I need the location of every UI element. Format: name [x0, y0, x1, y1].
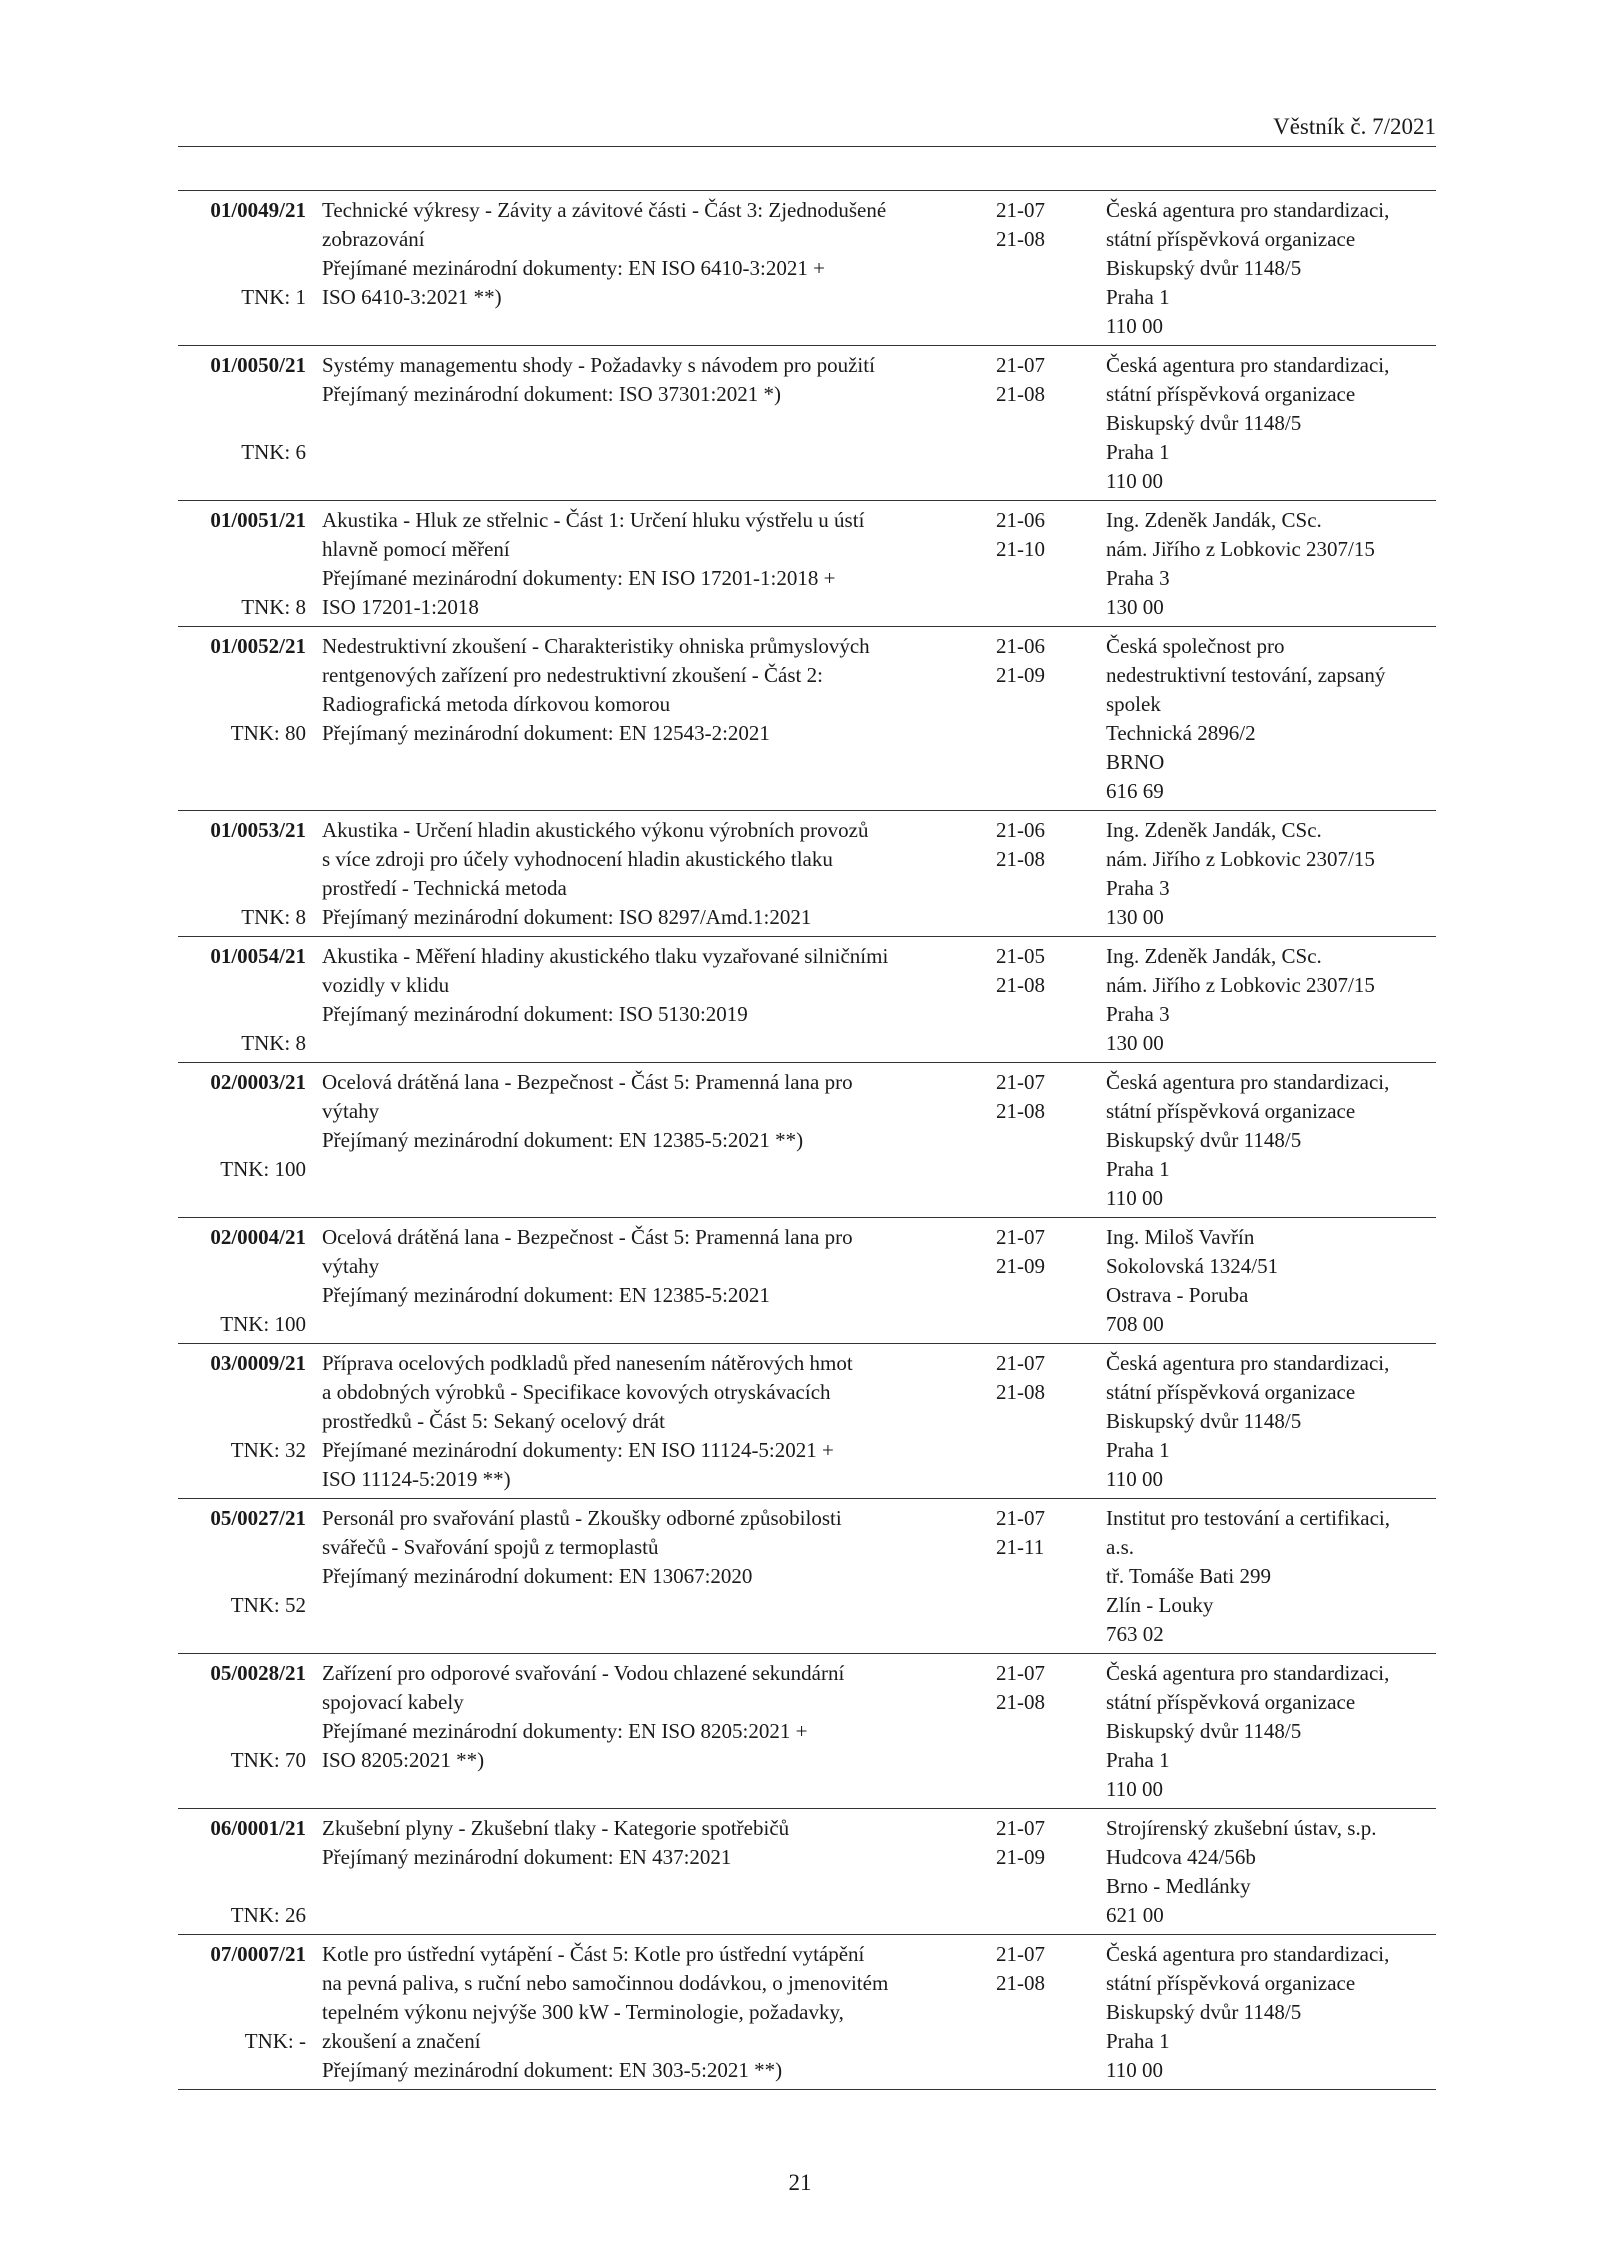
table-row	[178, 1809, 1436, 1935]
description-line: Akustika - Určení hladin akustického výkonu výrobních provozů	[322, 818, 869, 842]
dates	[996, 1659, 1066, 1717]
dates	[996, 1504, 1066, 1562]
record-number: 01/0052/21	[210, 634, 306, 658]
contact-address-line: Brno - Medlánky	[1106, 1874, 1251, 1898]
dates	[996, 1349, 1066, 1407]
tnk-label: TNK: 70	[230, 1748, 306, 1772]
record-id-cell	[178, 1659, 306, 1772]
dates-line: 21-09	[996, 1254, 1045, 1278]
description-line: s více zdroji pro účely vyhodnocení hladin akustického tlaku	[322, 847, 833, 871]
journal-title: Věstník č. 7/2021	[1273, 114, 1436, 139]
contact-address	[1106, 506, 1446, 622]
description-line: Zařízení pro odporové svařování - Vodou chlazené sekundární	[322, 1661, 845, 1685]
description-line: Akustika - Hluk ze střelnic - Část 1: Určení hluku výstřelu u ústí	[322, 508, 865, 532]
record-number: 06/0001/21	[210, 1816, 306, 1840]
dates-line: 21-09	[996, 1845, 1045, 1869]
contact-address-line: Praha 1	[1106, 285, 1170, 309]
contact-address-line: Ing. Zdeněk Jandák, CSc.	[1106, 508, 1322, 532]
contact-address-line: Biskupský dvůr 1148/5	[1106, 2000, 1302, 2024]
contact-address-line: 130 00	[1106, 1031, 1164, 1055]
description-line: prostředků - Část 5: Sekaný ocelový drát	[322, 1409, 665, 1433]
description-line: na pevná paliva, s ruční nebo samočinnou dodávkou, o jmenovitém	[322, 1971, 889, 1995]
table-row	[178, 1499, 1436, 1654]
dates-line: 21-08	[996, 1690, 1045, 1714]
table-row	[178, 811, 1436, 937]
contact-address	[1106, 942, 1446, 1058]
contact-address-line: 130 00	[1106, 905, 1164, 929]
dates-line: 21-06	[996, 634, 1045, 658]
contact-address	[1106, 1659, 1446, 1804]
record-id-cell	[178, 1940, 306, 2053]
contact-address-line: Praha 3	[1106, 1002, 1170, 1026]
table-row	[178, 627, 1436, 811]
contact-address-line: a.s.	[1106, 1535, 1134, 1559]
tnk-label: TNK: 26	[230, 1903, 306, 1927]
description-line: vozidly v klidu	[322, 973, 450, 997]
record-number: 07/0007/21	[210, 1942, 306, 1966]
contact-address-line: státní příspěvková organizace	[1106, 1971, 1356, 1995]
dates-line: 21-08	[996, 227, 1045, 251]
record-id-cell	[178, 632, 306, 745]
contact-address-line: Česká agentura pro standardizaci,	[1106, 1942, 1390, 1966]
description-line: svářečů - Svařování spojů z termoplastů	[322, 1535, 659, 1559]
dates-line: 21-07	[996, 1225, 1045, 1249]
contact-address-line: nám. Jiřího z Lobkovic 2307/15	[1106, 537, 1375, 561]
record-number: 05/0028/21	[210, 1661, 306, 1685]
dates	[996, 632, 1066, 690]
record-id-cell	[178, 1814, 306, 1927]
contact-address-line: Praha 1	[1106, 1438, 1170, 1462]
contact-address-line: Institut pro testování a certifikaci,	[1106, 1506, 1390, 1530]
description-line: Zkušební plyny - Zkušební tlaky - Kategorie spotřebičů	[322, 1816, 790, 1840]
record-number: 03/0009/21	[210, 1351, 306, 1375]
description-line: Přejímaný mezinárodní dokument: EN 13067:2020	[322, 1564, 753, 1588]
record-number: 01/0050/21	[210, 353, 306, 377]
description-line: Přejímané mezinárodní dokumenty: EN ISO 11124-5:2021 +	[322, 1438, 834, 1462]
dates	[996, 1814, 1066, 1872]
description-line: výtahy	[322, 1254, 380, 1278]
contact-address-line: Ing. Miloš Vavřín	[1106, 1225, 1255, 1249]
dates-line: 21-07	[996, 1661, 1045, 1685]
dates-line: 21-07	[996, 1816, 1045, 1840]
contact-address-line: 110 00	[1106, 1186, 1163, 1210]
contact-address-line: tř. Tomáše Bati 299	[1106, 1564, 1271, 1588]
standards-table	[178, 190, 1436, 2090]
dates-line: 21-08	[996, 382, 1045, 406]
description-line: Přejímaný mezinárodní dokument: EN 303-5:2021 **)	[322, 2058, 783, 2082]
tnk-label: TNK: 100	[220, 1312, 306, 1336]
record-id-cell	[178, 506, 306, 619]
dates	[996, 942, 1066, 1000]
record-id-cell	[178, 1349, 306, 1462]
description-line: Přejímaný mezinárodní dokument: EN 437:2021	[322, 1845, 732, 1869]
contact-address-line: nedestruktivní testování, zapsaný	[1106, 663, 1386, 687]
tnk-label: TNK: 6	[241, 440, 306, 464]
record-id-cell	[178, 816, 306, 929]
table-row	[178, 1935, 1436, 2090]
dates-line: 21-08	[996, 1380, 1045, 1404]
contact-address-line: 621 00	[1106, 1903, 1164, 1927]
dates-line: 21-07	[996, 198, 1045, 222]
description-line: Ocelová drátěná lana - Bezpečnost - Část 5: Pramenná lana pro	[322, 1225, 853, 1249]
contact-address-line: spolek	[1106, 692, 1161, 716]
dates	[996, 1940, 1066, 1998]
contact-address	[1106, 1504, 1446, 1649]
contact-address-line: 708 00	[1106, 1312, 1164, 1336]
tnk-label: TNK: 80	[230, 721, 306, 745]
description-line: Přejímané mezinárodní dokumenty: EN ISO 17201-1:2018 +	[322, 566, 836, 590]
record-number: 01/0051/21	[210, 508, 306, 532]
description-line: Přejímané mezinárodní dokumenty: EN ISO 6410-3:2021 +	[322, 256, 825, 280]
contact-address	[1106, 632, 1446, 806]
tnk-label: TNK: 52	[230, 1593, 306, 1617]
contact-address-line: Česká agentura pro standardizaci,	[1106, 353, 1390, 377]
description-line: Přejímaný mezinárodní dokument: ISO 8297/Amd.1:2021	[322, 905, 812, 929]
dates-line: 21-05	[996, 944, 1045, 968]
contact-address-line: 130 00	[1106, 595, 1164, 619]
contact-address	[1106, 1940, 1446, 2085]
record-id-cell	[178, 1068, 306, 1181]
tnk-label: TNK: 8	[241, 905, 306, 929]
record-number: 01/0054/21	[210, 944, 306, 968]
description-line: a obdobných výrobků - Specifikace kovových otryskávacích	[322, 1380, 831, 1404]
contact-address-line: 110 00	[1106, 1777, 1163, 1801]
dates-line: 21-06	[996, 818, 1045, 842]
description-line: Přejímaný mezinárodní dokument: ISO 37301:2021 *)	[322, 382, 782, 406]
dates-line: 21-10	[996, 537, 1045, 561]
contact-address-line: Ostrava - Poruba	[1106, 1283, 1249, 1307]
page-header	[178, 112, 1436, 147]
tnk-label: TNK: 100	[220, 1157, 306, 1181]
contact-address-line: Ing. Zdeněk Jandák, CSc.	[1106, 944, 1322, 968]
description-line: Systémy managementu shody - Požadavky s návodem pro použití	[322, 353, 875, 377]
contact-address-line: Biskupský dvůr 1148/5	[1106, 1409, 1302, 1433]
description-line: Kotle pro ústřední vytápění - Část 5: Kotle pro ústřední vytápění	[322, 1942, 865, 1966]
contact-address-line: Česká společnost pro	[1106, 634, 1285, 658]
description-line: ISO 6410-3:2021 **)	[322, 285, 502, 309]
dates-line: 21-07	[996, 353, 1045, 377]
description-line: Přejímaný mezinárodní dokument: EN 12385-5:2021	[322, 1283, 770, 1307]
dates-line: 21-07	[996, 1942, 1045, 1966]
dates-line: 21-09	[996, 663, 1045, 687]
description-line: Příprava ocelových podkladů před nanesením nátěrových hmot	[322, 1351, 853, 1375]
record-number: 02/0004/21	[210, 1225, 306, 1249]
description-line: ISO 17201-1:2018	[322, 595, 479, 619]
table-row	[178, 937, 1436, 1063]
description-line: Přejímaný mezinárodní dokument: EN 12385-5:2021 **)	[322, 1128, 804, 1152]
record-number: 01/0049/21	[210, 198, 306, 222]
tnk-label: TNK: 8	[241, 1031, 306, 1055]
table-row	[178, 1063, 1436, 1218]
contact-address-line: Česká agentura pro standardizaci,	[1106, 1351, 1390, 1375]
table-row	[178, 191, 1436, 346]
description-line: tepelném výkonu nejvýše 300 kW - Terminologie, požadavky,	[322, 2000, 844, 2024]
dates-line: 21-06	[996, 508, 1045, 532]
contact-address-line: Praha 1	[1106, 2029, 1170, 2053]
page-number: 21	[788, 2170, 812, 2195]
dates-line: 21-07	[996, 1070, 1045, 1094]
dates	[996, 506, 1066, 564]
contact-address-line: Hudcova 424/56b	[1106, 1845, 1256, 1869]
contact-address	[1106, 1349, 1446, 1494]
description-line: Přejímaný mezinárodní dokument: ISO 5130:2019	[322, 1002, 748, 1026]
contact-address-line: 616 69	[1106, 779, 1164, 803]
contact-address-line: Biskupský dvůr 1148/5	[1106, 411, 1302, 435]
record-id-cell	[178, 1223, 306, 1336]
dates-line: 21-08	[996, 1971, 1045, 1995]
record-id-cell	[178, 1504, 306, 1617]
contact-address-line: Praha 3	[1106, 566, 1170, 590]
contact-address-line: Sokolovská 1324/51	[1106, 1254, 1279, 1278]
table-row	[178, 501, 1436, 627]
record-id-cell	[178, 351, 306, 464]
table-row	[178, 346, 1436, 501]
record-number: 02/0003/21	[210, 1070, 306, 1094]
contact-address-line: státní příspěvková organizace	[1106, 227, 1356, 251]
record-id-cell	[178, 196, 306, 309]
contact-address-line: 110 00	[1106, 1467, 1163, 1491]
dates-line: 21-08	[996, 973, 1045, 997]
contact-address-line: Praha 1	[1106, 1157, 1170, 1181]
contact-address	[1106, 351, 1446, 496]
contact-address-line: Ing. Zdeněk Jandák, CSc.	[1106, 818, 1322, 842]
contact-address-line: nám. Jiřího z Lobkovic 2307/15	[1106, 973, 1375, 997]
contact-address-line: Praha 1	[1106, 440, 1170, 464]
tnk-label: TNK: -	[244, 2029, 306, 2053]
contact-address	[1106, 1223, 1446, 1339]
contact-address-line: státní příspěvková organizace	[1106, 382, 1356, 406]
dates	[996, 1068, 1066, 1126]
description-line: Přejímaný mezinárodní dokument: EN 12543-2:2021	[322, 721, 770, 745]
description-line: rentgenových zařízení pro nedestruktivní zkoušení - Část 2:	[322, 663, 823, 687]
dates	[996, 351, 1066, 409]
contact-address-line: Biskupský dvůr 1148/5	[1106, 1719, 1302, 1743]
contact-address-line: Strojírenský zkušební ústav, s.p.	[1106, 1816, 1377, 1840]
description-line: zkoušení a značení	[322, 2029, 481, 2053]
record-id-cell	[178, 942, 306, 1055]
description-line: Akustika - Měření hladiny akustického tlaku vyzařované silničními	[322, 944, 889, 968]
table-row	[178, 1218, 1436, 1344]
contact-address	[1106, 1068, 1446, 1213]
description-line: Radiografická metoda dírkovou komorou	[322, 692, 671, 716]
contact-address-line: 110 00	[1106, 2058, 1163, 2082]
contact-address-line: Česká agentura pro standardizaci,	[1106, 198, 1390, 222]
dates	[996, 196, 1066, 254]
tnk-label: TNK: 8	[241, 595, 306, 619]
table-row	[178, 1344, 1436, 1499]
contact-address-line: Biskupský dvůr 1148/5	[1106, 1128, 1302, 1152]
description-line: hlavně pomocí měření	[322, 537, 510, 561]
description-line: ISO 11124-5:2019 **)	[322, 1467, 511, 1491]
dates-line: 21-11	[996, 1535, 1045, 1559]
contact-address-line: Technická 2896/2	[1106, 721, 1256, 745]
contact-address-line: státní příspěvková organizace	[1106, 1690, 1356, 1714]
dates-line: 21-08	[996, 1099, 1045, 1123]
description-line: zobrazování	[322, 227, 425, 251]
dates	[996, 1223, 1066, 1281]
description-line: Přejímané mezinárodní dokumenty: EN ISO 8205:2021 +	[322, 1719, 808, 1743]
description-line: Nedestruktivní zkoušení - Charakteristiky ohniska průmyslových	[322, 634, 870, 658]
dates-line: 21-07	[996, 1506, 1045, 1530]
record-number: 01/0053/21	[210, 818, 306, 842]
contact-address	[1106, 1814, 1446, 1930]
dates-line: 21-08	[996, 847, 1045, 871]
contact-address-line: 110 00	[1106, 314, 1163, 338]
contact-address-line: nám. Jiřího z Lobkovic 2307/15	[1106, 847, 1375, 871]
contact-address-line: Praha 1	[1106, 1748, 1170, 1772]
description-line: spojovací kabely	[322, 1690, 464, 1714]
contact-address-line: Česká agentura pro standardizaci,	[1106, 1661, 1390, 1685]
contact-address-line: Praha 3	[1106, 876, 1170, 900]
description-line: prostředí - Technická metoda	[322, 876, 567, 900]
contact-address-line: Česká agentura pro standardizaci,	[1106, 1070, 1390, 1094]
table-row	[178, 1654, 1436, 1809]
contact-address-line: BRNO	[1106, 750, 1165, 774]
record-number: 05/0027/21	[210, 1506, 306, 1530]
contact-address-line: 763 02	[1106, 1622, 1164, 1646]
description-line: ISO 8205:2021 **)	[322, 1748, 485, 1772]
contact-address-line: 110 00	[1106, 469, 1163, 493]
contact-address-line: státní příspěvková organizace	[1106, 1099, 1356, 1123]
contact-address	[1106, 816, 1446, 932]
contact-address-line: Biskupský dvůr 1148/5	[1106, 256, 1302, 280]
description-line: Personál pro svařování plastů - Zkoušky odborné způsobilosti	[322, 1506, 842, 1530]
description-line: Ocelová drátěná lana - Bezpečnost - Část 5: Pramenná lana pro	[322, 1070, 853, 1094]
contact-address-line: státní příspěvková organizace	[1106, 1380, 1356, 1404]
dates-line: 21-07	[996, 1351, 1045, 1375]
contact-address	[1106, 196, 1446, 341]
tnk-label: TNK: 32	[230, 1438, 306, 1462]
dates	[996, 816, 1066, 874]
contact-address-line: Zlín - Louky	[1106, 1593, 1214, 1617]
description-line: výtahy	[322, 1099, 380, 1123]
description-line: Technické výkresy - Závity a závitové části - Část 3: Zjednodušené	[322, 198, 887, 222]
tnk-label: TNK: 1	[241, 285, 306, 309]
